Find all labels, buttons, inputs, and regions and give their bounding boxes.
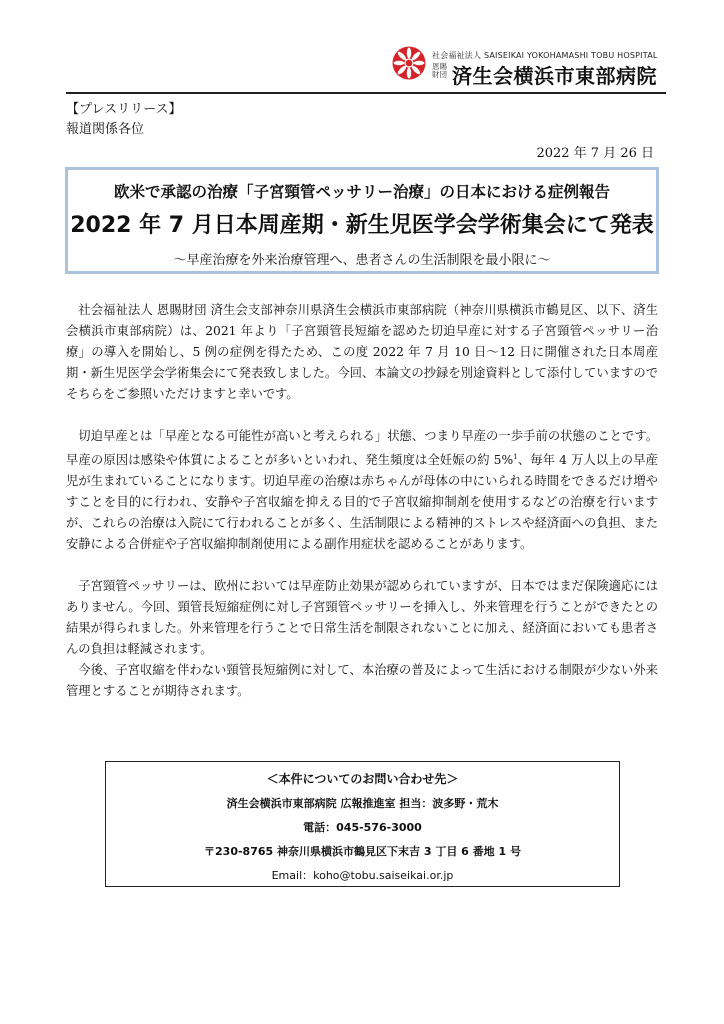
release-date: 2022 年 7 月 26 日: [536, 146, 654, 161]
contact-heading: ＜本件についてのお問い合わせ先＞: [266, 772, 459, 786]
contact-email: Email：koho@tobu.saiseikai.or.jp: [271, 869, 454, 882]
contact-department: 済生会横浜市東部病院 広報推進室 担当：波多野・荒木: [226, 797, 499, 810]
body-text: [66, 300, 658, 702]
organization-subtitle: 社会福祉法人 SAISEIKAI YOKOHAMASHI TOBU HOSPITAL: [432, 51, 658, 60]
title-line-1: 欧米で承認の治療「子宮頸管ペッサリー治療」の日本における症例報告: [113, 183, 610, 201]
letterhead: [0, 0, 724, 100]
footnote-marker: 1: [513, 453, 518, 461]
foundation-label: 恩賜財団: [432, 62, 447, 79]
header-divider: [66, 92, 666, 94]
hospital-name: 済生会横浜市東部病院: [452, 64, 657, 88]
paragraph-2-part-b: 、毎年 4 万人以上の早産児が生まれていることになります。切迫早産の治療は赤ちゃんが母体の中にいられる時間をできるだけ増やすことを目的に行われ、安静や子宮収縮を抑える目的で子宮収縮抑制剤を使用するなどの治療を行いますが、これらの治療は入院にて行われることが多く、生活制限による精神的ストレスや経済面への負担、また安静による合併症や子宮収縮抑制剤使用による副作用症状を認めることがあります。: [66, 453, 658, 552]
contact-box: [105, 761, 620, 887]
release-tag: 【プレスリリース】: [66, 102, 182, 117]
title-line-3: ～早産治療を外来治療管理へ、患者さんの生活制限を最小限に～: [173, 253, 551, 268]
paragraph-1: 社会福祉法人 恩賜財団 済生会支部神奈川県済生会横浜市東部病院（神奈川県横浜市鶴見区、以下、済生会横浜市東部病院）は、2021 年より「子宮頸管長短縮を認めた切迫早産に対する子宮頸管ペッサリー治療」の導入を開始し、5 例の症例を得たため、この度 2022 年 7 月 10 日～12 日に開催された日本周産期・新生児医学会学術集会にて発表致しました。今回、本論文の抄録を別途資料として添付していますのでそちらをご参照いただけますと幸いです。: [66, 303, 658, 401]
title-box: [65, 167, 659, 274]
contact-phone: 電話：045-576-3000: [303, 821, 422, 834]
recipient: 報道関係各位: [66, 122, 145, 137]
paragraph-3: 子宮頸管ペッサリーは、欧州においては早産防止効果が認められていますが、日本ではまだ保険適応にはありません。今回、頸管長短縮症例に対し子宮頸管ペッサリーを挿入し、外来管理を行うことができたとの結果が得られました。外来管理を行うことで日常生活を制限されないことに加え、経済面においても患者さんの負担は軽減されます。: [66, 579, 658, 657]
paragraph-2: [66, 426, 658, 555]
contact-address: 〒230-8765 神奈川県横浜市鶴見区下末吉 3 丁目 6 番地 1 号: [204, 845, 521, 858]
paragraph-2-part-a: 切迫早産とは「早産となる可能性が高いと考えられる」状態、つまり早産の一歩手前の状態のことです。早産の原因は感染や体質によることが多いといわれ、発生頻度は全妊娠の約 5%: [66, 429, 658, 468]
title-line-2: 2022 年 7 月日本周産期・新生児医学会学術集会にて発表: [70, 213, 654, 238]
saiseikai-flower-logo-icon: [392, 46, 426, 80]
paragraph-4: 今後、子宮収縮を伴わない頸管長短縮例に対して、本治療の普及によって生活における制限が少ない外来管理とすることが期待されます。: [66, 663, 658, 699]
